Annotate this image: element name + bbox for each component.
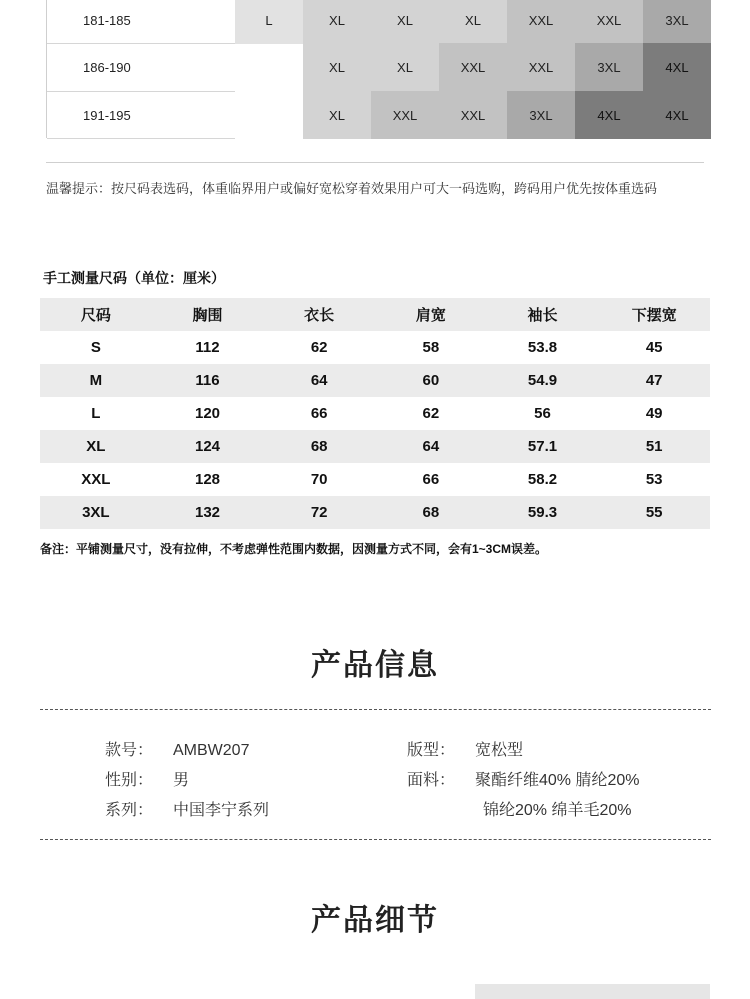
cell-length: 66 bbox=[310, 405, 328, 422]
gender-key: 性 bbox=[105, 772, 122, 789]
cell-size: S bbox=[90, 339, 101, 356]
recommendation-row bbox=[47, 43, 703, 91]
cell-sleeve: 57.1 bbox=[527, 438, 558, 455]
fabric-key-suffix: 料： bbox=[423, 772, 456, 789]
gender-row bbox=[105, 767, 189, 790]
gender-key-suffix: 别： bbox=[121, 772, 154, 789]
cell-length: 72 bbox=[310, 504, 328, 521]
cell-sleeve: 58.2 bbox=[527, 471, 558, 488]
section-divider bbox=[46, 162, 704, 163]
size-cell: XL bbox=[439, 0, 507, 44]
measurement-table bbox=[40, 298, 710, 529]
style-number-key-suffix: 号： bbox=[121, 742, 154, 759]
dotted-divider bbox=[40, 839, 711, 840]
table-row bbox=[40, 331, 710, 364]
cell-length: 70 bbox=[310, 471, 328, 488]
cell-sleeve: 54.9 bbox=[527, 372, 558, 389]
series-key-suffix: 列： bbox=[121, 802, 154, 819]
measurement-note: 备注：平铺测量尺寸，没有拉伸，不考虑弹性范围内数据，因测量方式不同，会有1~3CM误差。 bbox=[40, 542, 548, 556]
table-row bbox=[40, 364, 710, 397]
fabric-value-line2: 锦纶20% 绵羊毛20% bbox=[483, 802, 632, 819]
cell-shoulder: 58 bbox=[422, 339, 440, 356]
header-size: 尺码 bbox=[80, 307, 111, 324]
header-hem: 下摆宽 bbox=[631, 307, 677, 324]
style-number-value: AMBW207 bbox=[173, 742, 250, 759]
cell-size: XL bbox=[86, 438, 106, 455]
fit-row bbox=[407, 737, 523, 760]
fit-key-suffix: 型： bbox=[423, 742, 456, 759]
size-cell: 3XL bbox=[507, 91, 575, 139]
size-cell: XXL bbox=[439, 43, 507, 91]
fabric-value-line1: 聚酯纤维40% 腈纶20% bbox=[475, 772, 640, 789]
size-cell: L bbox=[235, 0, 303, 44]
series-key: 系 bbox=[105, 802, 122, 819]
height-range-label: 186-190 bbox=[47, 43, 235, 91]
size-cell: XXL bbox=[575, 0, 643, 44]
style-number-key: 款 bbox=[105, 742, 122, 759]
cell-hem: 49 bbox=[645, 405, 663, 422]
cell-shoulder: 68 bbox=[422, 504, 440, 521]
cell-chest: 116 bbox=[195, 372, 220, 389]
size-cell: XXL bbox=[507, 0, 575, 44]
dotted-divider bbox=[40, 709, 711, 710]
height-range-label: 191-195 bbox=[47, 91, 235, 139]
size-cell: XL bbox=[303, 0, 371, 44]
cell-hem: 55 bbox=[645, 504, 663, 521]
cell-chest: 124 bbox=[194, 438, 221, 455]
cell-shoulder: 60 bbox=[422, 372, 440, 389]
product-detail-title: 产品细节 bbox=[311, 904, 439, 937]
recommendation-row bbox=[47, 91, 703, 139]
table-row bbox=[40, 430, 710, 463]
size-cell: 3XL bbox=[575, 43, 643, 91]
fabric-row bbox=[407, 767, 640, 790]
header-length: 衣长 bbox=[304, 307, 335, 324]
size-cell: XL bbox=[303, 91, 371, 139]
cell-size: L bbox=[91, 405, 101, 422]
fit-key: 版 bbox=[407, 742, 424, 759]
header-sleeve: 袖长 bbox=[527, 307, 558, 324]
measurement-table-title: 手工测量尺码（单位：厘米） bbox=[43, 270, 225, 286]
cell-size: XXL bbox=[81, 471, 111, 488]
cell-size: M bbox=[89, 372, 103, 389]
cell-chest: 128 bbox=[194, 471, 221, 488]
cell-hem: 47 bbox=[645, 372, 663, 389]
cell-length: 64 bbox=[310, 372, 328, 389]
cell-length: 68 bbox=[310, 438, 328, 455]
height-range-label: 181-185 bbox=[47, 0, 235, 44]
cell-length: 62 bbox=[310, 339, 328, 356]
size-cell: XXL bbox=[439, 91, 507, 139]
fabric-key: 面 bbox=[407, 772, 424, 789]
cell-hem: 53 bbox=[645, 471, 663, 488]
cell-hem: 51 bbox=[645, 438, 663, 455]
gender-value: 男 bbox=[173, 772, 190, 789]
size-tip-text: 温馨提示：按尺码表选码，体重临界用户或偏好宽松穿着效果用户可大一码选购，跨码用户优先按体重选码 bbox=[46, 181, 658, 196]
size-recommendation-grid bbox=[46, 0, 704, 138]
size-cell: XL bbox=[371, 0, 439, 44]
table-row bbox=[40, 463, 710, 496]
cell-hem: 45 bbox=[645, 339, 663, 356]
product-photo-placeholder bbox=[475, 984, 710, 999]
product-info-title: 产品信息 bbox=[311, 649, 439, 682]
header-chest: 胸围 bbox=[192, 307, 223, 324]
style-number-row bbox=[105, 737, 249, 760]
series-value: 中国李宁系列 bbox=[173, 802, 270, 819]
header-shoulder: 肩宽 bbox=[415, 307, 446, 324]
cell-chest: 132 bbox=[194, 504, 221, 521]
size-cell: XL bbox=[303, 43, 371, 91]
fit-value: 宽松型 bbox=[475, 742, 524, 759]
size-cell: XXL bbox=[371, 91, 439, 139]
measurement-header-row bbox=[40, 298, 710, 331]
cell-size: 3XL bbox=[82, 504, 110, 521]
cell-shoulder: 66 bbox=[422, 471, 440, 488]
size-cell: 3XL bbox=[643, 0, 711, 44]
cell-sleeve: 53.8 bbox=[527, 339, 558, 356]
recommendation-row bbox=[47, 0, 703, 44]
series-row bbox=[105, 797, 269, 820]
cell-shoulder: 62 bbox=[422, 405, 440, 422]
cell-sleeve: 59.3 bbox=[527, 504, 558, 521]
table-row bbox=[40, 397, 710, 430]
size-cell: XL bbox=[371, 43, 439, 91]
size-cell: XXL bbox=[507, 43, 575, 91]
cell-shoulder: 64 bbox=[422, 438, 440, 455]
size-cell: 4XL bbox=[643, 91, 711, 139]
cell-sleeve: 56 bbox=[534, 405, 551, 422]
size-cell: 4XL bbox=[575, 91, 643, 139]
table-row bbox=[40, 496, 710, 529]
size-cell: 4XL bbox=[643, 43, 711, 91]
cell-chest: 112 bbox=[195, 339, 220, 356]
cell-chest: 120 bbox=[194, 405, 221, 422]
